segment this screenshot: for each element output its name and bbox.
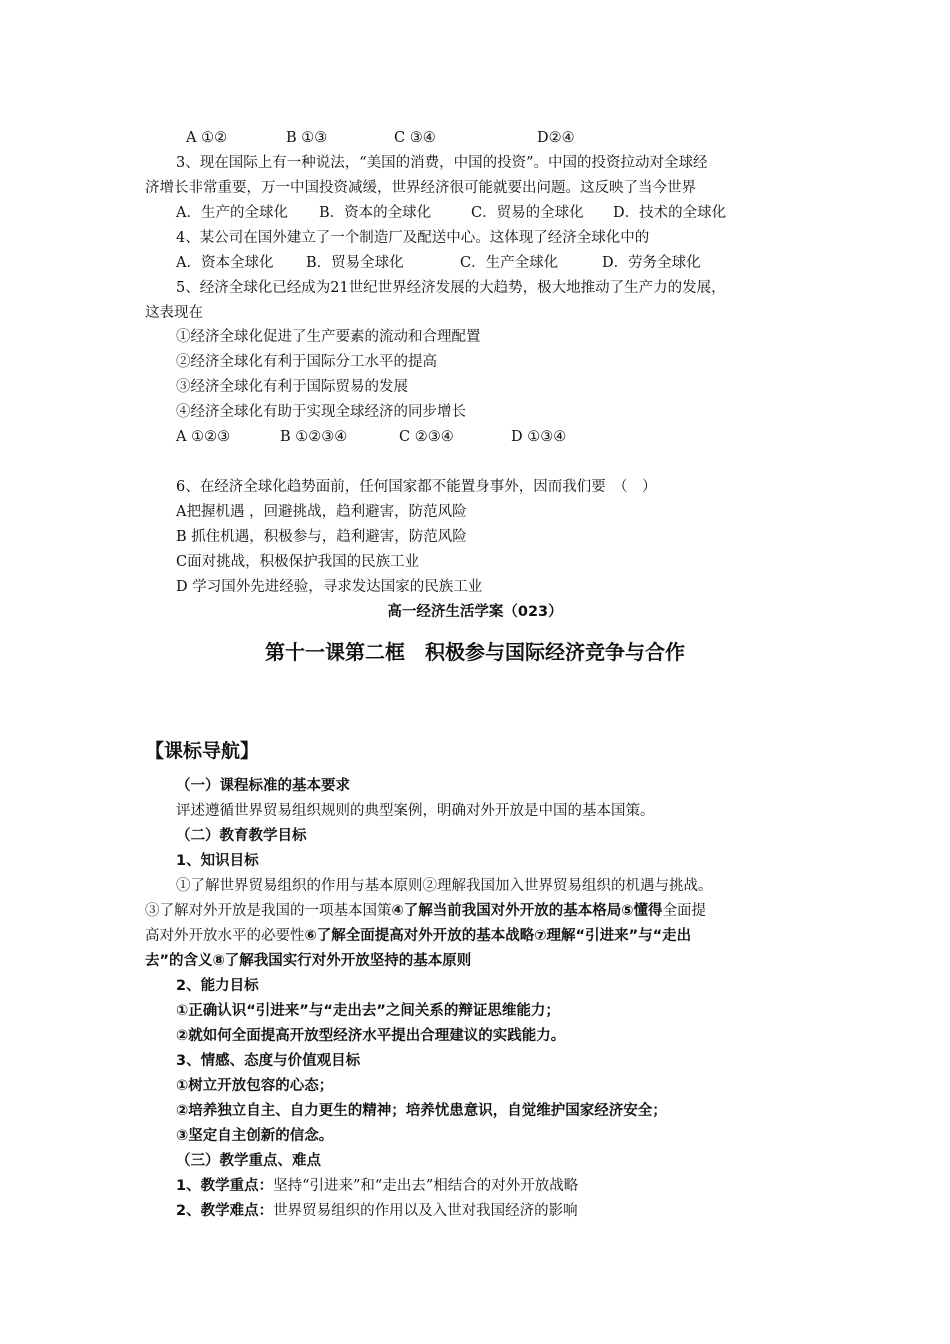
q3-option-b: B．资本的全球化 — [319, 205, 432, 221]
q4-stem: 4、某公司在国外建立了一个制造厂及配送中心。这体现了经济全球化中的 — [176, 230, 650, 246]
knowledge-line3 — [145, 926, 691, 946]
teaching-difficulty-text: 世界贸易组织的作用以及入世对我国经济的影响 — [273, 1203, 578, 1219]
q5-option-c: C ②③④ — [399, 429, 454, 445]
q5-options — [176, 427, 566, 447]
teaching-focus — [176, 1176, 578, 1196]
q4-option-c: C．生产全球化 — [460, 255, 559, 271]
q2-options — [186, 128, 575, 148]
q6-option-c: C面对挑战，积极保护我国的民族工业 — [176, 554, 420, 570]
sec2-title: （二）教育教学目标 — [176, 828, 307, 844]
doc-title: 高一经济生活学案（023） — [387, 604, 563, 620]
lesson-title: 第十一课第二框 积极参与国际经济竞争与合作 — [265, 640, 685, 664]
sec3-title: （三）教学重点、难点 — [176, 1153, 321, 1169]
q2-option-b: B ①③ — [286, 130, 328, 146]
values-item-2: ②培养独立自主、自力更生的精神；培养忧患意识，自觉维护国家经济安全； — [176, 1103, 667, 1119]
q5-stem-line1: 5、经济全球化已经成为21世纪世界经济发展的大趋势，极大地推动了生产力的发展， — [176, 280, 726, 296]
q3-option-d: D．技术的全球化 — [613, 205, 727, 221]
knowledge-line2 — [145, 901, 706, 921]
ability-item-2: ②就如何全面提高开放型经济水平提出合理建议的实践能力。 — [176, 1028, 566, 1044]
q2-option-d: D②④ — [537, 130, 575, 146]
knowledge-line2-part1: ③了解对外开放是我国的一项基本国策 — [145, 903, 392, 919]
q2-option-c: C ③④ — [394, 130, 436, 146]
knowledge-line1: ①了解世界贸易组织的作用与基本原则②理解我国加入世界贸易组织的机遇与挑战。 — [176, 878, 713, 894]
teaching-difficulty-label: 2、教学难点： — [176, 1203, 274, 1219]
q3-stem-line1: 3、现在国际上有一种说法，“美国的消费，中国的投资”。中国的投资拉动对全球经 — [176, 155, 708, 171]
q3-option-a: A．生产的全球化 — [176, 205, 288, 221]
q4-options — [176, 253, 701, 273]
ability-item-1: ①正确认识“引进来”与“走出去”之间关系的辩证思维能力； — [176, 1003, 560, 1019]
q6-stem: 6、在经济全球化趋势面前，任何国家都不能置身事外，因而我们要 （ ） — [176, 479, 657, 495]
q5-item-3: ③经济全球化有利于国际贸易的发展 — [176, 379, 408, 395]
q6-option-d: D 学习国外先进经验，寻求发达国家的民族工业 — [176, 579, 483, 595]
q5-stem-line2: 这表现在 — [145, 305, 203, 321]
sec1-title: （一）课程标准的基本要求 — [176, 778, 350, 794]
q5-option-a: A ①②③ — [176, 429, 231, 445]
teaching-focus-label: 1、教学重点： — [176, 1178, 274, 1194]
q5-option-d: D ①③④ — [511, 429, 567, 445]
q5-item-2: ②经济全球化有利于国际分工水平的提高 — [176, 354, 437, 370]
values-item-1: ①树立开放包容的心态； — [176, 1078, 334, 1094]
q4-option-d: D．劳务全球化 — [602, 255, 701, 271]
q6-option-a: A把握机遇 ，回避挑战，趋利避害，防范风险 — [176, 504, 467, 520]
q4-option-a: A．资本全球化 — [176, 255, 274, 271]
q2-option-a: A ①② — [186, 130, 228, 146]
teaching-difficulty — [176, 1201, 578, 1221]
q5-item-4: ④经济全球化有助于实现全球经济的同步增长 — [176, 404, 466, 420]
q5-option-b: B ①②③④ — [280, 429, 348, 445]
q3-options — [176, 203, 726, 223]
knowledge-line3-part2: ⑥了解全面提高对外开放的基本战略⑦理解“引进来”与“走出 — [304, 928, 692, 944]
q4-option-b: B．贸易全球化 — [306, 255, 404, 271]
knowledge-line2-part3: 全面提 — [662, 903, 707, 919]
values-item-3: ③坚定自主创新的信念。 — [176, 1128, 334, 1144]
q3-option-c: C．贸易的全球化 — [471, 205, 584, 221]
sec1-text: 评述遵循世界贸易组织规则的典型案例，明确对外开放是中国的基本国策。 — [176, 803, 655, 819]
q5-item-1: ①经济全球化促进了生产要素的流动和合理配置 — [176, 329, 481, 345]
teaching-focus-text: 坚持“引进来”和“走出去”相结合的对外开放战略 — [273, 1178, 579, 1194]
knowledge-line4: 去”的含义⑧了解我国实行对外开放坚持的基本原则 — [145, 953, 472, 969]
q3-stem-line2: 济增长非常重要，万一中国投资减缓，世界经济很可能就要出问题。这反映了当今世界 — [145, 180, 696, 196]
values-title: 3、情感、态度与价值观目标 — [176, 1053, 361, 1069]
q6-option-b: B 抓住机遇，积极参与，趋利避害，防范风险 — [176, 529, 467, 545]
knowledge-line2-part2: ④了解当前我国对外开放的基本格局⑤懂得 — [391, 903, 663, 919]
ability-title: 2、能力目标 — [176, 978, 259, 994]
knowledge-title: 1、知识目标 — [176, 853, 259, 869]
knowledge-line3-part1: 高对外开放水平的必要性 — [145, 928, 305, 944]
section-heading: 【课标导航】 — [145, 740, 260, 762]
